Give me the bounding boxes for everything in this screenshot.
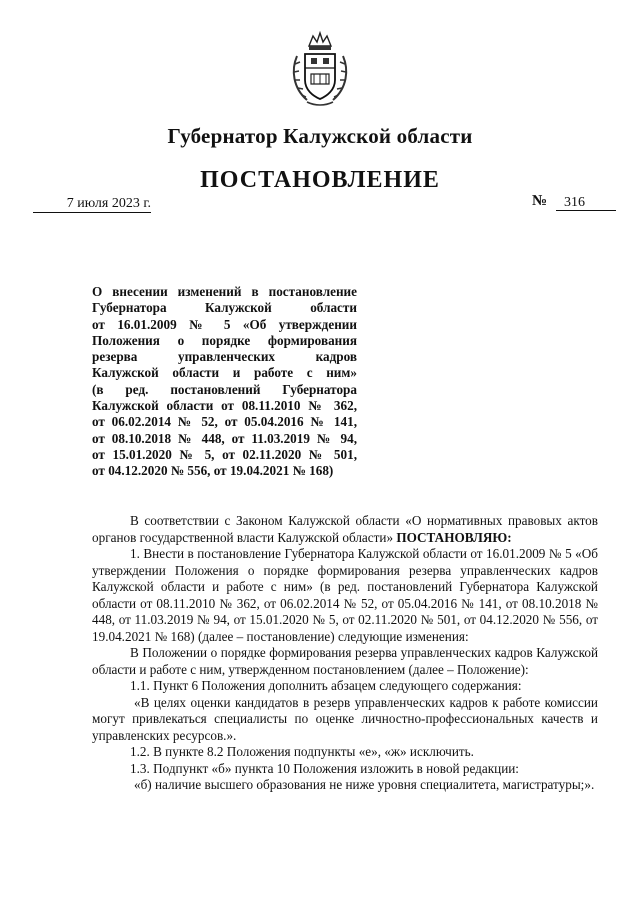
clause-1: 1. Внести в постановление Губернатора Калужской области от 16.01.2009 № 5 «Об утверждении Положения о порядке формирования резерва управленческих кадров Калужской области и работе с ним» (в ред. постановлений Губернатора Калужской области от 08.11.2010 № 362, от 06.02.2014 № 52, от 05.04.2016 № 141, от 08.10.2018 № 448, от 11.03.2019 № 94, от 15.01.2020 № 5, от 02.11.2020 № 501, от 04.12.2020 № 556, от 19.04.2021 № 168) (далее – постановление) следующие изменения:: [92, 546, 598, 644]
subject-line: Губернатора Калужской области: [92, 300, 357, 316]
document-type-title: ПОСТАНОВЛЕНИЕ: [200, 167, 440, 193]
coat-of-arms-icon: [287, 30, 353, 108]
subject-line: от 16.01.2009 № 5 «Об утверждении: [92, 316, 357, 332]
subject-line: резерва управленческих кадров: [92, 349, 357, 365]
subject-line: от 04.12.2020 № 556, от 19.04.2021 № 168): [92, 463, 334, 479]
subject-line: Калужской области и работе с ним»: [92, 365, 357, 381]
clause-1-3: 1.3. Подпункт «б» пункта 10 Положения изложить в новой редакции:: [130, 760, 519, 776]
clause-1-2: 1.2. В пункте 8.2 Положения подпункты «е», «ж» исключить.: [130, 744, 474, 759]
document-date: 7 июля 2023 г.: [33, 196, 151, 213]
subject-line: от 15.01.2020 № 5, от 02.11.2020 № 501,: [92, 446, 357, 462]
resolution-keyword: ПОСТАНОВЛЯЮ:: [396, 529, 512, 545]
document-number: 316: [556, 195, 616, 211]
number-sign: №: [532, 193, 548, 209]
clause-1-1: 1.1. Пункт 6 Положения дополнить абзацем следующего содержания:: [130, 678, 522, 693]
clause-1-3-quote: «б) наличие высшего образования не ниже уровня специалитета, магистратуры;».: [134, 777, 595, 792]
document-number-block: [532, 193, 618, 210]
subject-line: от 08.10.2018 № 448, от 11.03.2019 № 94,: [92, 430, 357, 446]
subject-line: Положения о порядке формирования: [92, 332, 357, 348]
clause-1-1-quote: «В целях оценки кандидатов в резерв управленческих кадров к работе комиссии могут привлекаться специалисты по оценке личностно-профессиональных качеств и управленских ресурсов.».: [92, 694, 598, 743]
document-subject: [92, 284, 357, 480]
intro-paragraph: [92, 513, 598, 546]
subject-line: (в ред. постановлений Губернатора: [92, 381, 357, 397]
document-body: [92, 513, 598, 794]
subject-line: Калужской области от 08.11.2010 № 362,: [92, 398, 357, 414]
subject-line: от 06.02.2014 № 52, от 05.04.2016 № 141,: [92, 414, 357, 430]
intro-text: В соответствии с Законом Калужской области «О нормативных правовых актов органов государственной власти Калужской области»: [92, 513, 598, 545]
clause-regulation: В Положении о порядке формирования резерва управленческих кадров Калужской области и работе с ним, утвержденном постановлением (далее – Положение):: [92, 645, 598, 677]
subject-line: О внесении изменений в постановление: [92, 284, 357, 299]
issuing-authority: Губернатор Калужской области: [167, 124, 473, 148]
